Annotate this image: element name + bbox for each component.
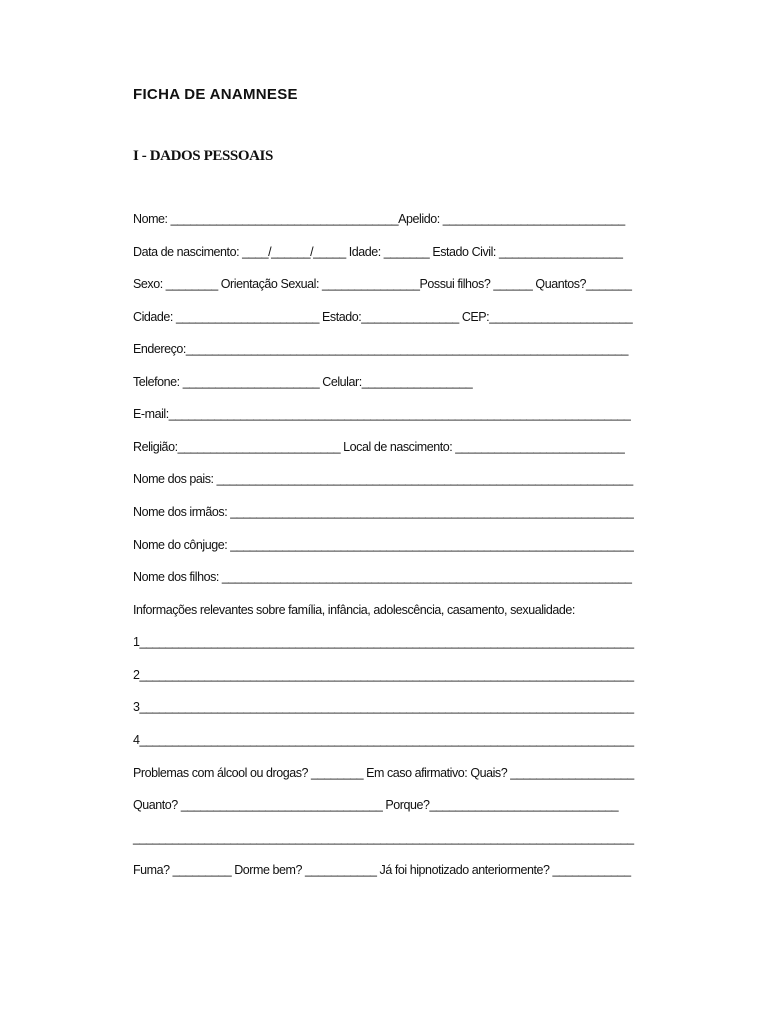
field-cidade-estado-cep[interactable]: Cidade: ______________________ Estado:_______________ CEP:______________________ (133, 310, 633, 324)
section-title: I - DADOS PESSOAIS (133, 148, 273, 164)
field-nome-filhos[interactable]: Nome dos filhos: _______________________________________________________________ (133, 570, 632, 584)
info-line-3[interactable]: 3____________________________________________________________________________ (133, 700, 634, 714)
field-email[interactable]: E-mail:_______________________________________________________________________ (133, 407, 631, 421)
field-religiao-local-nascimento[interactable]: Religião:_________________________ Local de nascimento: __________________________ (133, 440, 625, 454)
info-line-1[interactable]: 1____________________________________________________________________________ (133, 635, 634, 649)
field-nome-pais[interactable]: Nome dos pais: ________________________________________________________________ (133, 472, 633, 486)
field-endereco[interactable]: Endereço:____________________________________________________________________ (133, 342, 629, 356)
info-line-2[interactable]: 2____________________________________________________________________________ (133, 668, 634, 682)
field-alcool-drogas[interactable]: Problemas com álcool ou drogas? ________ Em caso afirmativo: Quais? ___________________ (133, 766, 634, 780)
field-telefone-celular[interactable]: Telefone: _____________________ Celular:_________________ (133, 375, 473, 389)
info-line-4[interactable]: 4____________________________________________________________________________ (133, 733, 634, 747)
info-relevantes-label: Informações relevantes sobre família, infância, adolescência, casamento, sexualidade: (133, 603, 575, 617)
blank-answer-line[interactable]: _____________________________________________________________________________ (133, 831, 634, 845)
field-quanto-porque[interactable]: Quanto? _______________________________ Porque?_____________________________ (133, 798, 619, 812)
field-nome-irmaos[interactable]: Nome dos irmãos: ______________________________________________________________ (133, 505, 634, 519)
field-fuma-dorme-hipnotizado[interactable]: Fuma? _________ Dorme bem? ___________ Já foi hipnotizado anteriormente? ____________ (133, 863, 631, 877)
field-sexo-orientacao-filhos[interactable]: Sexo: ________ Orientação Sexual: _______________Possui filhos? ______ Quantos?_______ (133, 277, 632, 291)
field-nascimento-idade-estado-civil[interactable]: Data de nascimento: ____/______/_____ Idade: _______ Estado Civil: ___________________ (133, 245, 623, 259)
field-nome-conjuge[interactable]: Nome do cônjuge: ______________________________________________________________ (133, 538, 634, 552)
document-title: FICHA DE ANAMNESE (133, 86, 298, 103)
field-nome-apelido[interactable]: Nome: ___________________________________Apelido: ____________________________ (133, 212, 625, 226)
